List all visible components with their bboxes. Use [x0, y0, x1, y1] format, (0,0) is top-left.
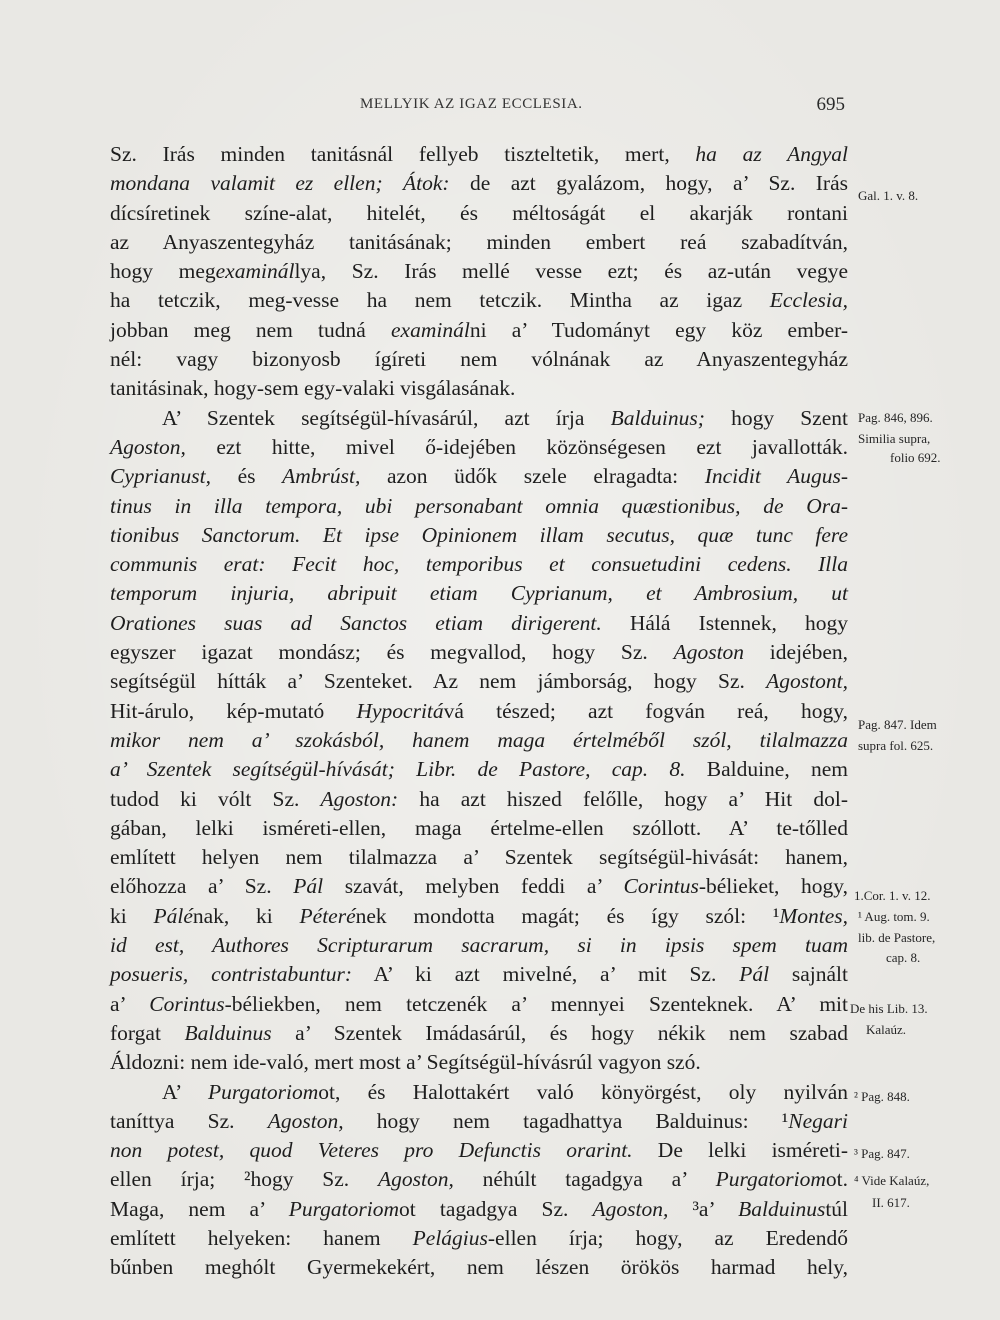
margin-note: Pag. 846, 896. [858, 410, 933, 425]
margin-notes [850, 0, 995, 1320]
text-line: bűnben meghólt Gyermekekért, nem lészen örökös harmad hely, [110, 1255, 848, 1280]
text-line: Hit-árulo, kép-mutató Hypocritává tészed; azt fogván reá, hogy, [110, 698, 848, 723]
text-line: a’ Szentek segítségül-hívását; Libr. de Pastore, cap. 8. Balduine, nem [110, 757, 848, 782]
text-line: említett helyeken: hanem Pelágius-ellen írja; hogy, az Eredendő [110, 1225, 848, 1250]
text-line: Sz. Irás minden tanitásnál fellyeb tiszteltetik, mert, ha az Angyal [110, 142, 848, 166]
text-line: egyszer igazat mondász; és megvallod, hogy Sz. Agoston idejében, [110, 640, 848, 665]
margin-note: ² Pag. 848. [854, 1089, 910, 1104]
text-line: az Anyaszentegyház tanitásának; minden embert reá szabadítván, [110, 229, 848, 254]
text-line: említett helyen nem tilalmazza a’ Szentek segítségül-hivását: hanem, [110, 845, 848, 870]
text-line: ha tetczik, meg-vesse ha nem tetczik. Mintha az igaz Ecclesia, [110, 288, 848, 313]
page-number: 695 [816, 94, 845, 115]
text-line: id est, Authores Scripturarum sacrarum, si in ipsis spem tuam [110, 933, 848, 958]
margin-note: lib. de Pastore, [858, 930, 936, 945]
text-line: temporum injuria, abripuit etiam Cyprianum, et Ambrosium, ut [110, 581, 848, 606]
margin-note: ⁴ Vide Kalaúz, [854, 1173, 930, 1188]
text-line: Áldozni: nem ide-való, mert most a’ Segítségül-hívásrúl vagyon szó. [110, 1050, 701, 1075]
margin-note: Gal. 1. v. 8. [858, 188, 919, 203]
margin-note: 1.Cor. 1. v. 12. [854, 888, 931, 903]
margin-note: II. 617. [872, 1195, 910, 1210]
text-line: tionibus Sanctorum. Et ipse Opinionem illam secutus, quæ tunc fere [110, 522, 848, 547]
margin-note: De his Lib. 13. [850, 1001, 928, 1016]
text-line: communis erat: Fecit hoc, temporibus et consuetudini cedens. Illa [110, 552, 848, 577]
text-line: tanitásinak, hogy-sem egy-valaki visgálasának. [110, 376, 516, 401]
text-line: segítségül hítták a’ Szenteket. Az nem jámborság, hogy Sz. Agostont, [110, 669, 848, 694]
margin-note: folio 692. [890, 450, 941, 465]
text-line: Agoston, ezt hitte, mivel ő-idejében közönségesen ezt javallották. [110, 434, 848, 459]
text-line: Cyprianust, és Ambrúst, azon üdők szele elragadta: Incidit Augus- [110, 464, 848, 489]
text-line: forgat Balduinus a’ Szentek Imádasárúl, és hogy nékik nem szabad [110, 1020, 848, 1045]
text-line: A’ Purgatoriomot, és Halottakért való könyörgést, oly nyilván [162, 1079, 848, 1104]
margin-note: Pag. 847. Idem [858, 717, 937, 732]
text-line: Orationes suas ad Sanctos etiam dirigerent. Hálá Istennek, hogy [110, 610, 848, 635]
page-header [110, 96, 845, 120]
body-text [110, 140, 848, 1283]
text-line: tinus in illa tempora, ubi personabant omnia quæstionibus, de Ora- [110, 493, 848, 518]
text-line: ellen írja; ²hogy Sz. Agoston, néhúlt tagadgya a’ Purgatoriomot. [110, 1167, 848, 1192]
text-line: dícsíretinek színe-alat, hitelét, és méltoságát el akarják rontani [110, 200, 848, 225]
running-head: MELLYIK AZ IGAZ ECCLESIA. [360, 96, 583, 112]
text-line: hogy megexaminállya, Sz. Irás mellé vesse ezt; és az-után vegye [110, 259, 848, 284]
margin-note: supra fol. 625. [858, 738, 934, 753]
text-line: jobban meg nem tudná examinálni a’ Tudományt egy köz ember- [110, 317, 848, 342]
text-line: gában, lelki isméreti-ellen, maga értelme-ellen szóllott. A’ te-tőlled [110, 815, 848, 840]
text-line: taníttya Sz. Agoston, hogy nem tagadhattya Balduinus: ¹Negari [110, 1108, 848, 1133]
text-line: mikor nem a’ szokásból, hanem maga értelméből szól, tilalmazza [110, 727, 848, 752]
margin-note: ¹ Aug. tom. 9. [858, 909, 930, 924]
margin-note: Kalaúz. [866, 1022, 907, 1037]
text-line: ki Pálénak, ki Péterének mondotta magát; és így szól: ¹Montes, [110, 903, 848, 928]
text-line: mondana valamit ez ellen; Átok: de azt gyalázom, hogy, a’ Sz. Irás [110, 171, 848, 196]
margin-note: ³ Pag. 847. [854, 1146, 910, 1161]
text-line: előhozza a’ Sz. Pál szavát, melyben feddi a’ Corintus-bélieket, hogy, [110, 874, 848, 899]
text-line: Maga, nem a’ Purgatoriomot tagadgya Sz. Agoston, ³a’ Balduinustúl [110, 1196, 849, 1221]
text-line: A’ Szentek segítségül-hívasárúl, azt írja Balduinus; hogy Szent [162, 405, 848, 430]
margin-note: Similia supra, [858, 431, 931, 446]
margin-note: cap. 8. [886, 950, 921, 965]
text-line: nél: vagy bizonyosb ígíreti nem vólnának az Anyaszentegyház [110, 347, 848, 372]
text-line: a’ Corintus-béliekben, nem tetczenék a’ mennyei Szenteknek. A’ mit [110, 991, 848, 1016]
text-line: tudod ki vólt Sz. Agoston: ha azt hiszed felőlle, hogy a’ Hit dol- [110, 786, 848, 811]
text-line: posueris, contristabuntur: A’ ki azt mivelné, a’ mit Sz. Pál sajnált [110, 962, 848, 987]
text-line: non potest, quod Veteres pro Defunctis orarint. De lelki isméreti- [110, 1138, 848, 1163]
